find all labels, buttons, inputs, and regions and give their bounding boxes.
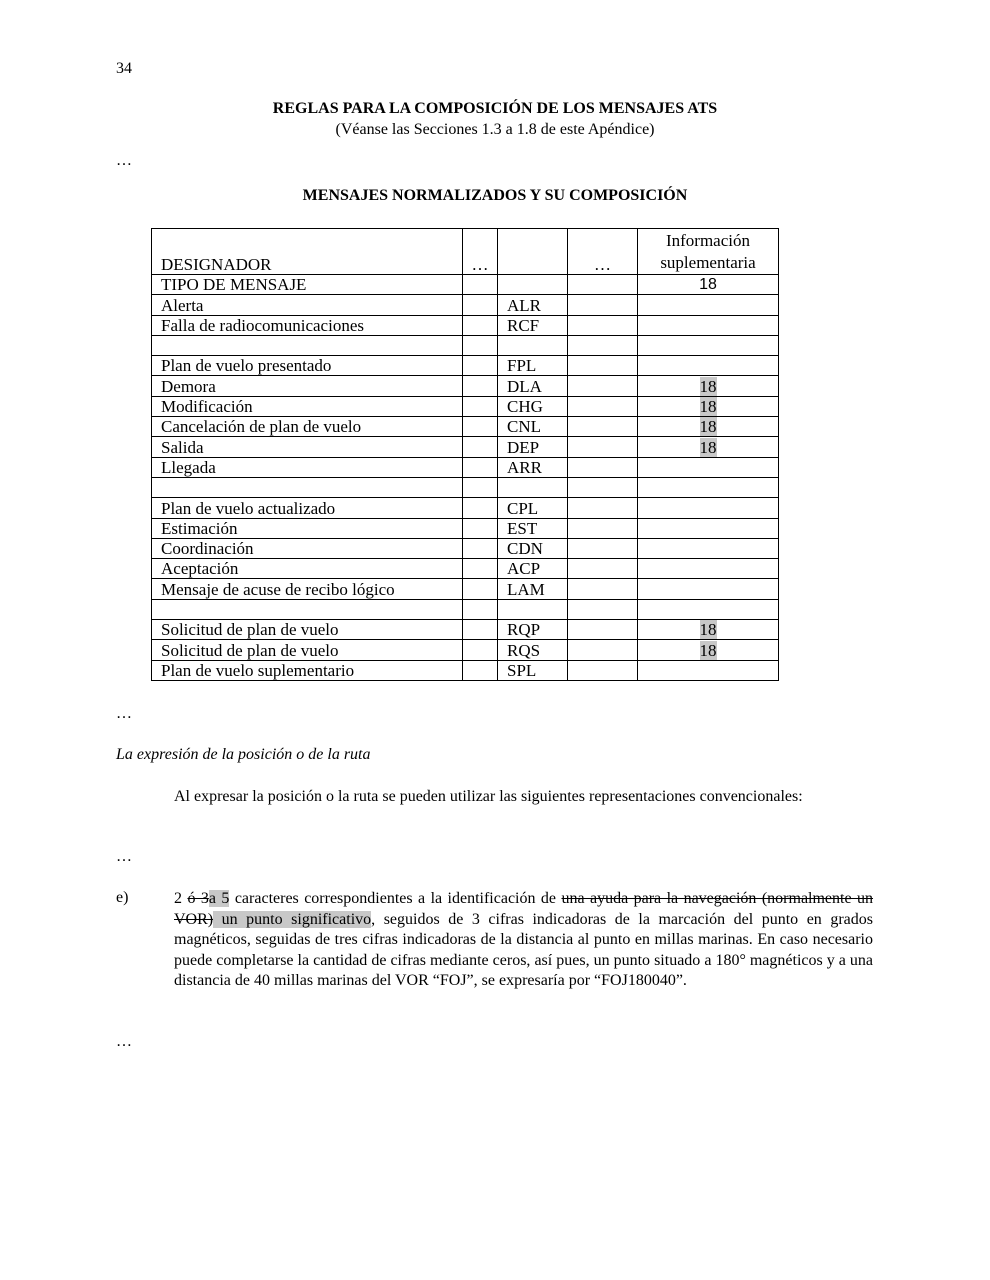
table-row — [152, 518, 779, 538]
messages-table — [151, 228, 779, 681]
row-supplementary-info — [638, 579, 779, 599]
row-blank-col4 — [568, 295, 638, 315]
row-message-name: Estimación — [152, 518, 463, 538]
row-supplementary-info — [638, 295, 779, 315]
row-supplementary-info — [638, 275, 779, 295]
ellipsis-3: … — [116, 848, 134, 865]
table-row — [152, 457, 779, 477]
row-blank-col2 — [463, 295, 498, 315]
row-supplementary-info — [638, 538, 779, 558]
page-subtitle: (Véanse las Secciones 1.3 a 1.8 de este Apéndice) — [335, 121, 655, 138]
row-blank-col4 — [568, 579, 638, 599]
row-blank-col2 — [463, 559, 498, 579]
row-supplementary-info — [638, 437, 779, 457]
table-row — [152, 640, 779, 660]
header-designator: DESIGNADOR — [152, 229, 463, 275]
header-info-line1: Información — [665, 231, 750, 250]
row-message-name — [152, 335, 463, 355]
row-supplementary-info — [638, 376, 779, 396]
table-row — [152, 437, 779, 457]
row-message-code — [498, 477, 568, 497]
row-message-code: LAM — [498, 579, 568, 599]
row-blank-col2 — [463, 498, 498, 518]
row-blank-col2 — [463, 620, 498, 640]
row-supplementary-info — [638, 417, 779, 437]
row-info-value: 18 — [699, 376, 717, 396]
row-blank-col2 — [463, 396, 498, 416]
header-ellipsis-col2: … — [463, 229, 498, 275]
row-message-name: Solicitud de plan de vuelo — [152, 620, 463, 640]
row-blank-col4 — [568, 396, 638, 416]
row-supplementary-info — [638, 477, 779, 497]
header-info-text — [660, 230, 755, 274]
ellipsis-2: … — [116, 705, 134, 722]
row-message-name: Cancelación de plan de vuelo — [152, 417, 463, 437]
row-blank-col2 — [463, 417, 498, 437]
row-message-code — [498, 335, 568, 355]
item-e-t7: , seguidos de 3 cifras indicadoras de la marcación del punto en grados magnéticos, seguidas de tres cifras indicadoras de la distancia al punto en millas marinas. En caso necesario puede completarse la cantidad de cifras mediante ceros, así pues, un punto situado a 180° magnéticos y a una distancia de 40 millas marinas del VOR “FOJ”, se expresaría por “FOJ180040”. — [174, 910, 873, 990]
page-number: 34 — [116, 60, 132, 77]
row-blank-col2 — [463, 356, 498, 376]
row-blank-col2 — [463, 640, 498, 660]
row-message-name: Salida — [152, 437, 463, 457]
row-message-code: CNL — [498, 417, 568, 437]
table-row — [152, 660, 779, 680]
row-blank-col4 — [568, 335, 638, 355]
row-blank-col4 — [568, 599, 638, 619]
row-message-code: CPL — [498, 498, 568, 518]
row-message-code: CHG — [498, 396, 568, 416]
row-message-name: Aceptación — [152, 559, 463, 579]
row-blank-col2 — [463, 579, 498, 599]
row-message-code: RQS — [498, 640, 568, 660]
row-supplementary-info — [638, 457, 779, 477]
row-blank-col2 — [463, 599, 498, 619]
row-message-name — [152, 477, 463, 497]
row-blank-col4 — [568, 498, 638, 518]
row-message-code: RCF — [498, 315, 568, 335]
row-blank-col4 — [568, 275, 638, 295]
messages-table-body — [152, 229, 779, 681]
row-supplementary-info — [638, 559, 779, 579]
row-blank-col2 — [463, 538, 498, 558]
table-row — [152, 620, 779, 640]
row-message-code: ALR — [498, 295, 568, 315]
item-e-label: e) — [116, 889, 129, 906]
ellipsis-1: … — [116, 152, 134, 169]
table-row — [152, 417, 779, 437]
table-row — [152, 295, 779, 315]
row-supplementary-info — [638, 518, 779, 538]
table-row — [152, 477, 779, 497]
item-e-text — [174, 889, 873, 992]
row-message-name: Modificación — [152, 396, 463, 416]
table-row — [152, 396, 779, 416]
row-supplementary-info — [638, 396, 779, 416]
row-message-name: Solicitud de plan de vuelo — [152, 640, 463, 660]
page-title: REGLAS PARA LA COMPOSICIÓN DE LOS MENSAJES ATS — [272, 100, 718, 117]
row-info-value: 18 — [699, 417, 717, 437]
header-info-line2: suplementaria — [660, 253, 756, 272]
route-paragraph: Al expresar la posición o la ruta se pueden utilizar las siguientes representaciones convencionales: — [174, 788, 803, 805]
row-message-code: ARR — [498, 457, 568, 477]
item-e-inserted-1: a 5 — [208, 890, 230, 907]
row-blank-col4 — [568, 376, 638, 396]
table-row — [152, 599, 779, 619]
header-blank-col3 — [498, 229, 568, 275]
row-blank-col4 — [568, 457, 638, 477]
row-blank-col4 — [568, 356, 638, 376]
row-message-name: Plan de vuelo actualizado — [152, 498, 463, 518]
row-message-name: Falla de radiocomunicaciones — [152, 315, 463, 335]
row-message-name: Plan de vuelo presentado — [152, 356, 463, 376]
header-ellipsis-col4: … — [568, 229, 638, 275]
row-blank-col2 — [463, 477, 498, 497]
ellipsis-4: … — [116, 1033, 134, 1050]
row-supplementary-info — [638, 315, 779, 335]
row-message-name: Plan de vuelo suplementario — [152, 660, 463, 680]
row-blank-col4 — [568, 660, 638, 680]
table-row — [152, 376, 779, 396]
row-blank-col4 — [568, 559, 638, 579]
row-message-code: DEP — [498, 437, 568, 457]
row-blank-col4 — [568, 417, 638, 437]
row-blank-col4 — [568, 640, 638, 660]
row-info-value: 18 — [699, 276, 717, 294]
row-info-value: 18 — [699, 397, 717, 417]
header-supplementary-info — [638, 229, 779, 275]
row-blank-col2 — [463, 437, 498, 457]
row-message-name: Alerta — [152, 295, 463, 315]
item-e-t1: 2 — [174, 890, 188, 907]
row-message-code: ACP — [498, 559, 568, 579]
row-message-code: CDN — [498, 538, 568, 558]
row-blank-col4 — [568, 620, 638, 640]
row-message-code — [498, 275, 568, 295]
row-message-code: EST — [498, 518, 568, 538]
table-row — [152, 356, 779, 376]
row-blank-col2 — [463, 315, 498, 335]
row-info-value: 18 — [699, 620, 717, 640]
row-message-name: Demora — [152, 376, 463, 396]
row-message-name: Llegada — [152, 457, 463, 477]
row-info-value: 18 — [699, 640, 717, 660]
row-blank-col4 — [568, 315, 638, 335]
row-supplementary-info — [638, 498, 779, 518]
row-blank-col4 — [568, 437, 638, 457]
row-blank-col2 — [463, 457, 498, 477]
row-message-code: SPL — [498, 660, 568, 680]
item-e-t4: caracteres correspondientes a la identificación de — [229, 890, 562, 907]
item-e-inserted-2: un punto significativo — [213, 910, 372, 928]
row-message-name — [152, 599, 463, 619]
row-blank-col4 — [568, 477, 638, 497]
table-row — [152, 275, 779, 295]
table-row — [152, 315, 779, 335]
row-blank-col4 — [568, 518, 638, 538]
row-message-code — [498, 599, 568, 619]
table-row — [152, 335, 779, 355]
row-info-value: 18 — [699, 437, 717, 457]
row-blank-col2 — [463, 275, 498, 295]
row-supplementary-info — [638, 620, 779, 640]
row-blank-col2 — [463, 518, 498, 538]
table-row — [152, 579, 779, 599]
row-message-name: Mensaje de acuse de recibo lógico — [152, 579, 463, 599]
row-supplementary-info — [638, 640, 779, 660]
table-header-row — [152, 229, 779, 275]
route-heading: La expresión de la posición o de la ruta — [116, 746, 371, 763]
row-message-code: DLA — [498, 376, 568, 396]
table-row — [152, 559, 779, 579]
row-message-code: FPL — [498, 356, 568, 376]
row-blank-col2 — [463, 660, 498, 680]
row-blank-col4 — [568, 538, 638, 558]
row-supplementary-info — [638, 335, 779, 355]
row-message-name: Coordinación — [152, 538, 463, 558]
row-supplementary-info — [638, 599, 779, 619]
item-e-deleted-1: ó 3 — [187, 890, 209, 907]
row-message-code: RQP — [498, 620, 568, 640]
row-message-name: TIPO DE MENSAJE — [152, 275, 463, 295]
row-supplementary-info — [638, 660, 779, 680]
section-title: MENSAJES NORMALIZADOS Y SU COMPOSICIÓN — [302, 187, 688, 204]
row-supplementary-info — [638, 356, 779, 376]
row-blank-col2 — [463, 335, 498, 355]
item-e-deleted-2: una ayuda para la navegación (normalmente un VOR) — [174, 890, 874, 928]
row-blank-col2 — [463, 376, 498, 396]
table-row — [152, 538, 779, 558]
table-row — [152, 498, 779, 518]
